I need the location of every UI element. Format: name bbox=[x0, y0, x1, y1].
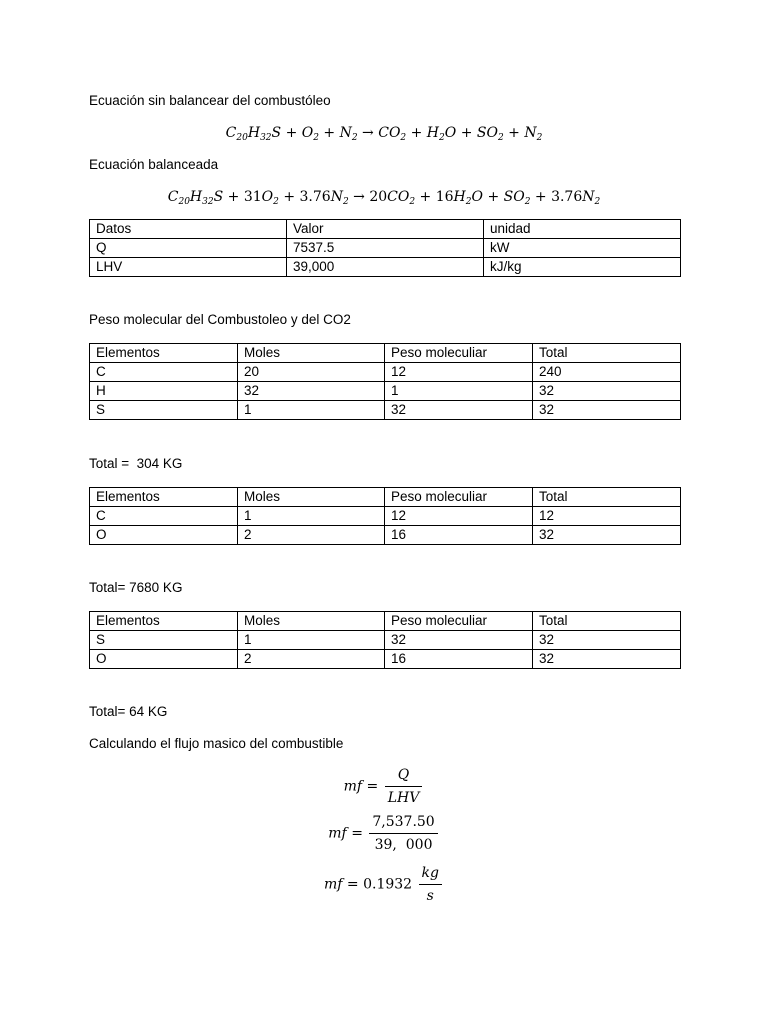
header-cell: Peso moleculiar bbox=[385, 344, 533, 363]
header-cell: Elementos bbox=[90, 488, 238, 507]
unit-fraction bbox=[419, 864, 442, 905]
fraction bbox=[369, 813, 437, 854]
table-cell: 32 bbox=[533, 526, 681, 545]
table-cell: C bbox=[90, 363, 238, 382]
unbalanced-equation: $C_{20}H_{32}S + O_2 + N_2 \to CO_2 + H_2O + SO_2 + N_2$ bbox=[225, 125, 543, 143]
total-co2: Total= 7680 KG bbox=[89, 580, 183, 595]
table-cell: 12 bbox=[385, 507, 533, 526]
header-cell: Peso moleculiar bbox=[385, 612, 533, 631]
heading-balanced-equation: Ecuación balanceada bbox=[89, 157, 219, 172]
table-header-row bbox=[90, 488, 681, 507]
header-cell: Total bbox=[533, 488, 681, 507]
table-cell: O bbox=[90, 526, 238, 545]
unit-denominator: s bbox=[426, 888, 434, 904]
table-cell: S bbox=[90, 631, 238, 650]
table-header-row bbox=[90, 344, 681, 363]
table-cell: 32 bbox=[385, 631, 533, 650]
fraction-denominator: LHV bbox=[387, 790, 420, 806]
coef-n2-rhs: 3.76 bbox=[551, 189, 583, 205]
table-cell: 1 bbox=[238, 401, 385, 420]
mf-symbol: mf bbox=[323, 876, 343, 893]
mf-symbol: mf bbox=[343, 778, 363, 795]
table-row bbox=[90, 363, 681, 382]
header-cell: Elementos bbox=[90, 612, 238, 631]
table-header-row bbox=[90, 220, 681, 239]
data-table bbox=[89, 219, 681, 277]
header-cell: Moles bbox=[238, 612, 385, 631]
table-header-row bbox=[90, 612, 681, 631]
table-cell: 16 bbox=[385, 650, 533, 669]
table-row bbox=[90, 631, 681, 650]
table-row bbox=[90, 507, 681, 526]
total-fuel: Total = 304 KG bbox=[89, 456, 183, 471]
mass-flow-substitution: mf = $\frac{7,537.50}{39, 000}$ bbox=[0, 813, 768, 854]
co2-molecular-table bbox=[89, 487, 681, 545]
table-cell: 32 bbox=[533, 650, 681, 669]
so2-molecular-table bbox=[89, 611, 681, 669]
mass-flow-value: 0.1932 bbox=[363, 876, 413, 893]
table-cell: S bbox=[90, 401, 238, 420]
coef-co2: 20 bbox=[369, 189, 388, 205]
table-cell: 32 bbox=[533, 401, 681, 420]
mf-symbol: mf bbox=[328, 825, 347, 842]
total-so2: Total= 64 KG bbox=[89, 704, 168, 719]
fraction-denominator: 39, 000 bbox=[374, 837, 433, 853]
table-cell: 12 bbox=[385, 363, 533, 382]
header-cell: Moles bbox=[238, 488, 385, 507]
balanced-equation: $C_{20}H_{32}S + 31O_2 + 3.76N_2 \to 20CO_2 + 16H_2O + SO_2 + 3.76N_2$ bbox=[167, 189, 601, 207]
table-cell: H bbox=[90, 382, 238, 401]
header-cell: Peso moleculiar bbox=[385, 488, 533, 507]
table-cell: 2 bbox=[238, 526, 385, 545]
table-row bbox=[90, 258, 681, 277]
fraction-numerator: Q bbox=[385, 766, 423, 787]
table-cell: 16 bbox=[385, 526, 533, 545]
mass-flow-result: mf = 0.1932 $\frac{kg}{s}$ bbox=[0, 864, 768, 905]
table-row bbox=[90, 239, 681, 258]
table-cell: C bbox=[90, 507, 238, 526]
header-cell: Datos bbox=[90, 220, 287, 239]
table-cell: kW bbox=[484, 239, 681, 258]
unit-numerator: kg bbox=[419, 864, 442, 885]
table-cell: 12 bbox=[533, 507, 681, 526]
table-row bbox=[90, 401, 681, 420]
table-cell: 32 bbox=[238, 382, 385, 401]
fuel-molecular-table bbox=[89, 343, 681, 420]
mass-flow-formula: mf = $\frac{Q}{\text{LHV}}$ bbox=[0, 766, 768, 807]
header-cell: Elementos bbox=[90, 344, 238, 363]
table-cell: 7537.5 bbox=[287, 239, 484, 258]
heading-mass-flow: Calculando el flujo masico del combustible bbox=[89, 736, 344, 751]
table-cell: 32 bbox=[533, 382, 681, 401]
fraction bbox=[385, 766, 423, 807]
heading-molecular-weight: Peso molecular del Combustoleo y del CO2 bbox=[89, 312, 351, 327]
table-cell: 1 bbox=[385, 382, 533, 401]
table-row bbox=[90, 382, 681, 401]
table-cell: kJ/kg bbox=[484, 258, 681, 277]
table-row bbox=[90, 526, 681, 545]
header-cell: unidad bbox=[484, 220, 681, 239]
table-cell: 32 bbox=[385, 401, 533, 420]
fraction-numerator: 7,537.50 bbox=[369, 813, 437, 834]
table-cell: 1 bbox=[238, 507, 385, 526]
table-cell: 240 bbox=[533, 363, 681, 382]
table-cell: 32 bbox=[533, 631, 681, 650]
header-cell: Total bbox=[533, 612, 681, 631]
coef-h2o: 16 bbox=[435, 189, 454, 205]
table-cell: LHV bbox=[90, 258, 287, 277]
table-cell: Q bbox=[90, 239, 287, 258]
table-row bbox=[90, 650, 681, 669]
table-cell: 20 bbox=[238, 363, 385, 382]
table-cell: 2 bbox=[238, 650, 385, 669]
table-cell: 39,000 bbox=[287, 258, 484, 277]
header-cell: Total bbox=[533, 344, 681, 363]
table-cell: 1 bbox=[238, 631, 385, 650]
header-cell: Moles bbox=[238, 344, 385, 363]
table-cell: O bbox=[90, 650, 238, 669]
coef-n2: 3.76 bbox=[299, 189, 331, 205]
heading-unbalanced-equation: Ecuación sin balancear del combustóleo bbox=[89, 93, 331, 108]
coef-o2: 31 bbox=[243, 189, 262, 205]
header-cell: Valor bbox=[287, 220, 484, 239]
